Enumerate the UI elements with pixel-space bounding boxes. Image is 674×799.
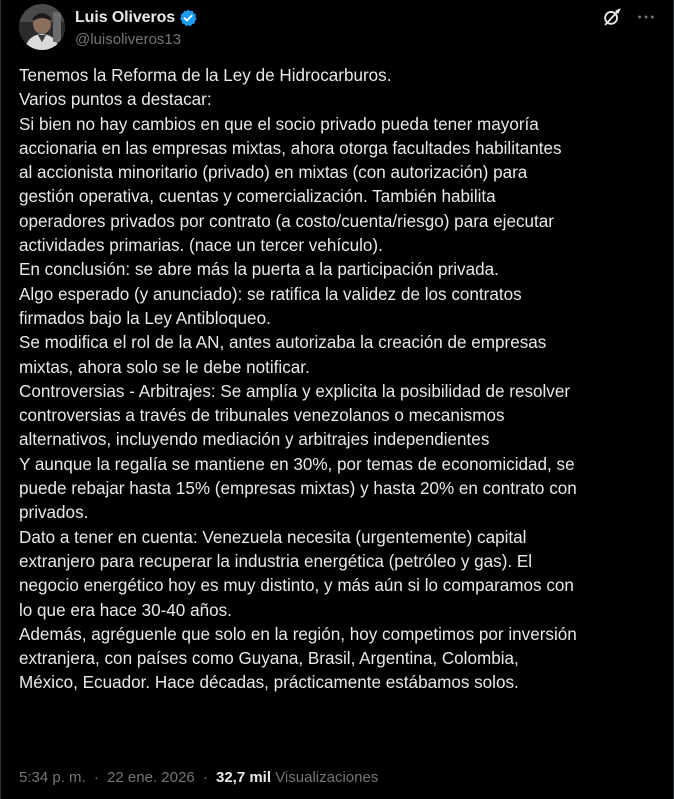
meta-separator: · xyxy=(93,769,99,786)
tweet-text-line: puede rebajar hasta 15% (empresas mixtas) y hasta 20% en contrato con xyxy=(19,479,577,499)
tweet-text-line: Tenemos la Reforma de la Ley de Hidrocarburos. xyxy=(19,66,392,85)
tweet-text-line: Además, agréguenle que solo en la región, hoy competimos por inversión xyxy=(19,624,577,644)
tweet-text-line: Si bien no hay cambios en que el socio privado pueda tener mayoría xyxy=(19,114,539,134)
tweet-text-line: Controversias - Arbitrajes: Se amplía y explicita la posibilidad de resolver xyxy=(19,381,571,401)
avatar[interactable] xyxy=(19,4,65,50)
tweet-time[interactable]: 5:34 p. m. xyxy=(19,769,86,786)
views-label: Visualizaciones xyxy=(275,769,379,786)
verified-badge-icon xyxy=(179,9,197,27)
tweet-text-line: accionaria en las empresas mixtas, ahora otorga facultades habilitantes xyxy=(19,138,562,158)
tweet-text-line: firmados bajo la Ley Antibloqueo. xyxy=(19,308,271,328)
tweet-meta xyxy=(19,769,378,786)
tweet-text-line: extranjera, con países como Guyana, Brasil, Argentina, Colombia, xyxy=(19,649,519,669)
more-icon[interactable] xyxy=(635,6,657,28)
author-handle[interactable]: @luisoliveros13 xyxy=(75,31,182,48)
views-count[interactable]: 32,7 mil xyxy=(215,769,272,786)
tweet-text-line: controversias a través de tribunales venezolanos o mecanismos xyxy=(19,406,505,426)
tweet-text-line: al accionista minoritario (privado) en mixtas (con autorización) para xyxy=(19,163,528,183)
tweet-actions xyxy=(601,4,657,30)
tweet-text-line: Varios puntos a destacar: xyxy=(19,90,212,110)
tweet-text-line: mixtas, ahora solo se le debe notificar. xyxy=(19,357,310,377)
meta-separator: · xyxy=(202,769,208,786)
tweet-text-line: Dato a tener en cuenta: Venezuela necesita (urgentemente) capital xyxy=(19,527,527,547)
tweet-text-line: Se modifica el rol de la AN, antes autorizaba la creación de empresas xyxy=(19,333,547,353)
tweet-text-line: actividades primarias. (nace un tercer vehículo). xyxy=(19,236,383,256)
tweet-header xyxy=(19,4,657,54)
tweet-text-line: privados. xyxy=(19,503,89,523)
tweet-text-line: gestión operativa, cuentas y comercialización. También habilita xyxy=(19,187,496,207)
tweet-text-line: lo que era hace 30-40 años. xyxy=(19,600,232,620)
tweet-text-line: operadores privados por contrato (a costo/cuenta/riesgo) para ejecutar xyxy=(19,211,554,231)
tweet-text xyxy=(19,64,664,696)
author-display-name[interactable]: Luis Oliveros xyxy=(75,9,176,26)
tweet-text-line: negocio energético hoy es muy distinto, y más aún si lo comparamos con xyxy=(19,576,574,596)
tweet-date[interactable]: 22 ene. 2026 xyxy=(107,769,195,786)
tweet-text-line: alternativos, incluyendo mediación y arbitrajes independientes xyxy=(19,430,490,450)
grok-icon[interactable] xyxy=(601,6,623,28)
tweet-text-line: En conclusión: se abre más la puerta a la participación privada. xyxy=(19,260,499,280)
tweet-text-line: Algo esperado (y anunciado): se ratifica la validez de los contratos xyxy=(19,284,522,304)
author-names xyxy=(75,7,197,48)
tweet-text-line: México, Ecuador. Hace décadas, prácticamente estábamos solos. xyxy=(19,673,519,693)
tweet-text-line: Y aunque la regalía se mantiene en 30%, por temas de economicidad, se xyxy=(19,454,575,474)
tweet-text-line: extranjero para recuperar la industria energética (petróleo y gas). El xyxy=(19,551,533,571)
